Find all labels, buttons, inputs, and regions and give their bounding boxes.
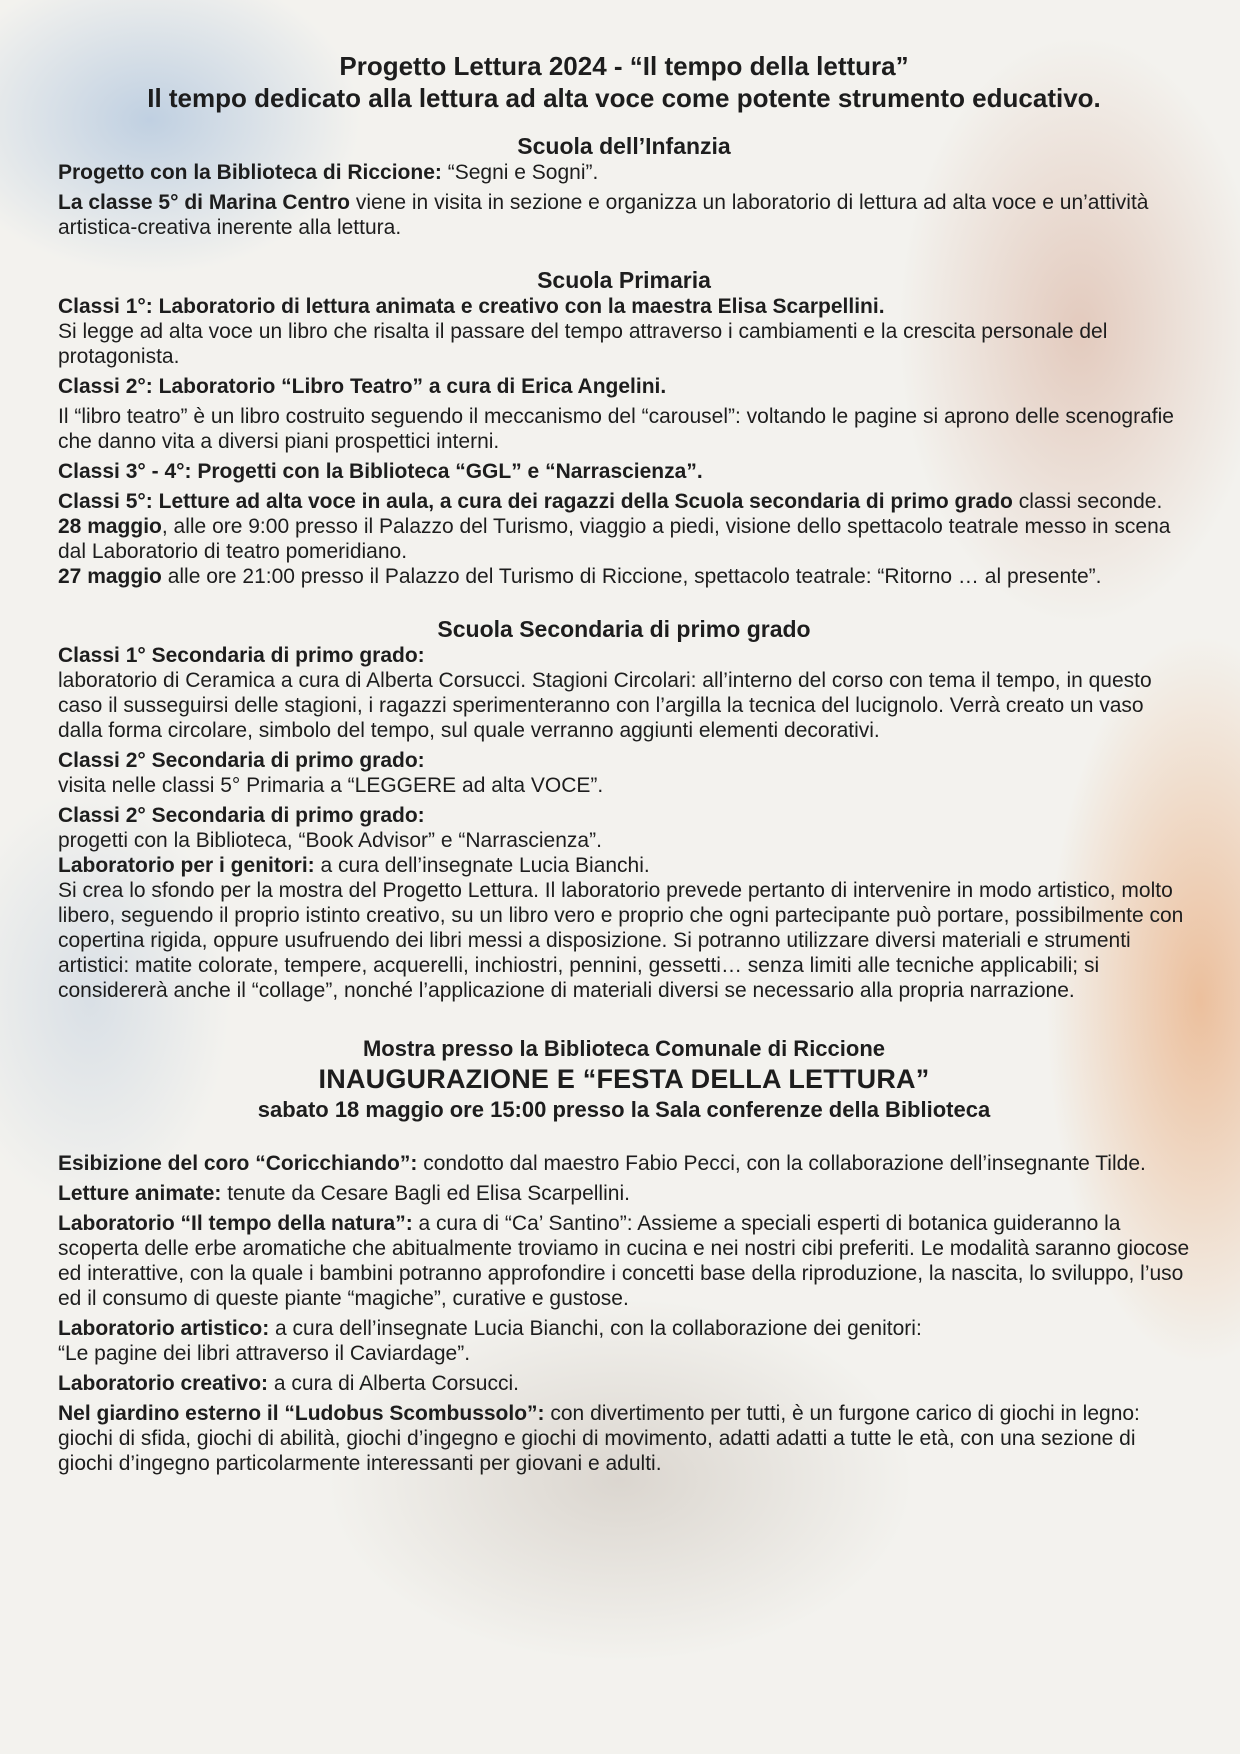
event-letture-animate: Letture animate: tenute da Cesare Bagli ed Elisa Scarpellini. (58, 1182, 630, 1205)
primaria-date-28: 28 maggio, alle ore 9:00 presso il Palazzo del Turismo, viaggio a piedi, visione dello spettacolo teatrale messo in scena dal Laboratorio di teatro pomeridiano. (58, 515, 1171, 563)
document-page (58, 50, 1190, 1476)
secondaria-3-text: progetti con la Biblioteca, “Book Advisor” e “Narrascienza”. (58, 829, 602, 852)
secondaria-1-text: laboratorio di Ceramica a cura di Alberta Corsucci. Stagioni Circolari: all’interno del corso con tema il tempo, in questo caso il susseguirsi delle stagioni, i ragazzi sperimenteranno con l’argilla la tecnica del lucignolo. Verrà creato un vaso dalla forma circolare, simbolo del tempo, sul quale verranno aggiunti elementi decorativi. (58, 669, 1152, 742)
document-subtitle: Il tempo dedicato alla lettura ad alta voce come potente strumento educativo. (147, 83, 1101, 113)
secondaria-2-text: visita nelle classi 5° Primaria a “LEGGERE ad alta VOCE”. (58, 774, 604, 797)
secondaria-2-title: Classi 2° Secondaria di primo grado: (58, 749, 425, 772)
section-heading-secondaria: Scuola Secondaria di primo grado (437, 616, 811, 642)
primaria-class2-title: Classi 2°: Laboratorio “Libro Teatro” a cura di Erica Angelini. (58, 375, 667, 398)
infanzia-paragraph-1: Progetto con la Biblioteca di Riccione: “Segni e Sogni”. (58, 161, 599, 184)
primaria-class5-text: Classi 5°: Letture ad alta voce in aula, a cura dei ragazzi della Scuola secondaria di primo grado classi seconde. (58, 490, 1163, 513)
section-heading-infanzia: Scuola dell’Infanzia (517, 133, 731, 159)
primaria-class2-text: Il “libro teatro” è un libro costruito seguendo il meccanismo del “carousel”: voltando le pagine si aprono delle scenografie che danno vita a diversi piani prospettici interni. (58, 405, 1174, 453)
event-lab-creativo: Laboratorio creativo: a cura di Alberta Corsucci. (58, 1372, 519, 1395)
event-date-line: sabato 18 maggio ore 15:00 presso la Sala conferenze della Biblioteca (257, 1097, 991, 1122)
secondaria-lab-genitori-title: Laboratorio per i genitori: a cura dell’insegnate Lucia Bianchi. (58, 854, 650, 877)
event-lab-artistico: Laboratorio artistico: a cura dell’insegnate Lucia Bianchi, con la collaborazione dei genitori: (58, 1317, 922, 1340)
document-title: Progetto Lettura 2024 - “Il tempo della lettura” (339, 51, 909, 81)
section-heading-primaria: Scuola Primaria (537, 267, 711, 293)
secondaria-3-title: Classi 2° Secondaria di primo grado: (58, 804, 425, 827)
primaria-class1-title: Classi 1°: Laboratorio di lettura animata e creativo con la maestra Elisa Scarpellini. (58, 295, 885, 318)
inaugurazione-title: INAUGURAZIONE E “FESTA DELLA LETTURA” (318, 1064, 930, 1094)
primaria-date-27: 27 maggio alle ore 21:00 presso il Palazzo del Turismo di Riccione, spettacolo teatrale: “Ritorno … al presente”. (58, 565, 1102, 588)
mostra-title: Mostra presso la Biblioteca Comunale di Riccione (362, 1036, 886, 1061)
event-coro: Esibizione del coro “Coricchiando”: condotto dal maestro Fabio Pecci, con la collaborazione dell’insegnante Tilde. (58, 1152, 1146, 1175)
event-lab-natura: Laboratorio “Il tempo della natura”: a cura di “Ca’ Santino”: Assieme a speciali esperti di botanica guideranno la scoperta delle erbe aromatiche che abitualmente troviamo in cucina e nei nostri cibi preferiti. Le modalità saranno giocose ed interattive, con la quale i bambini potranno approfondire i concetti base della riproduzione, la nascita, lo sviluppo, l’uso ed il consumo di queste piante “magiche”, curative e gustose. (58, 1212, 1190, 1310)
secondaria-1-title: Classi 1° Secondaria di primo grado: (58, 644, 425, 667)
primaria-class34-title: Classi 3° - 4°: Progetti con la Biblioteca “GGL” e “Narrascienza”. (58, 460, 703, 483)
primaria-class1-text: Si legge ad alta voce un libro che risalta il passare del tempo attraverso i cambiamenti e la crescita personale del protagonista. (58, 320, 1108, 368)
event-lab-artistico-title: “Le pagine dei libri attraverso il Caviardage”. (58, 1342, 471, 1365)
event-ludobus: Nel giardino esterno il “Ludobus Scombussolo”: con divertimento per tutti, è un furgone carico di giochi in legno: giochi di sfida, giochi di abilità, giochi d’ingegno e giochi di movimento, adatti adatti a tutte le età, con una sezione di giochi d’ingegno particolarmente interessanti per giovani e adulti. (58, 1402, 1140, 1475)
infanzia-paragraph-2: La classe 5° di Marina Centro viene in visita in sezione e organizza un laboratorio di lettura ad alta voce e un’attività artistica-creativa inerente alla lettura. (58, 191, 1149, 239)
secondaria-lab-genitori-desc: Si crea lo sfondo per la mostra del Progetto Lettura. Il laboratorio prevede pertanto di intervenire in modo artistico, molto libero, seguendo il proprio istinto creativo, su un libro vero e proprio che ogni partecipante può portare, possibilmente con copertina rigida, oppure usufruendo dei libri messi a disposizione. Si potranno utilizzare diversi materiali e strumenti artistici: matite colorate, tempere, acquerelli, inchiostri, pennini, gessetti… senza limiti alle tecniche applicabili; si considererà anche il “collage”, nonché l’applicazione di materiali diversi se necessario alla propria narrazione. (58, 879, 1184, 1002)
